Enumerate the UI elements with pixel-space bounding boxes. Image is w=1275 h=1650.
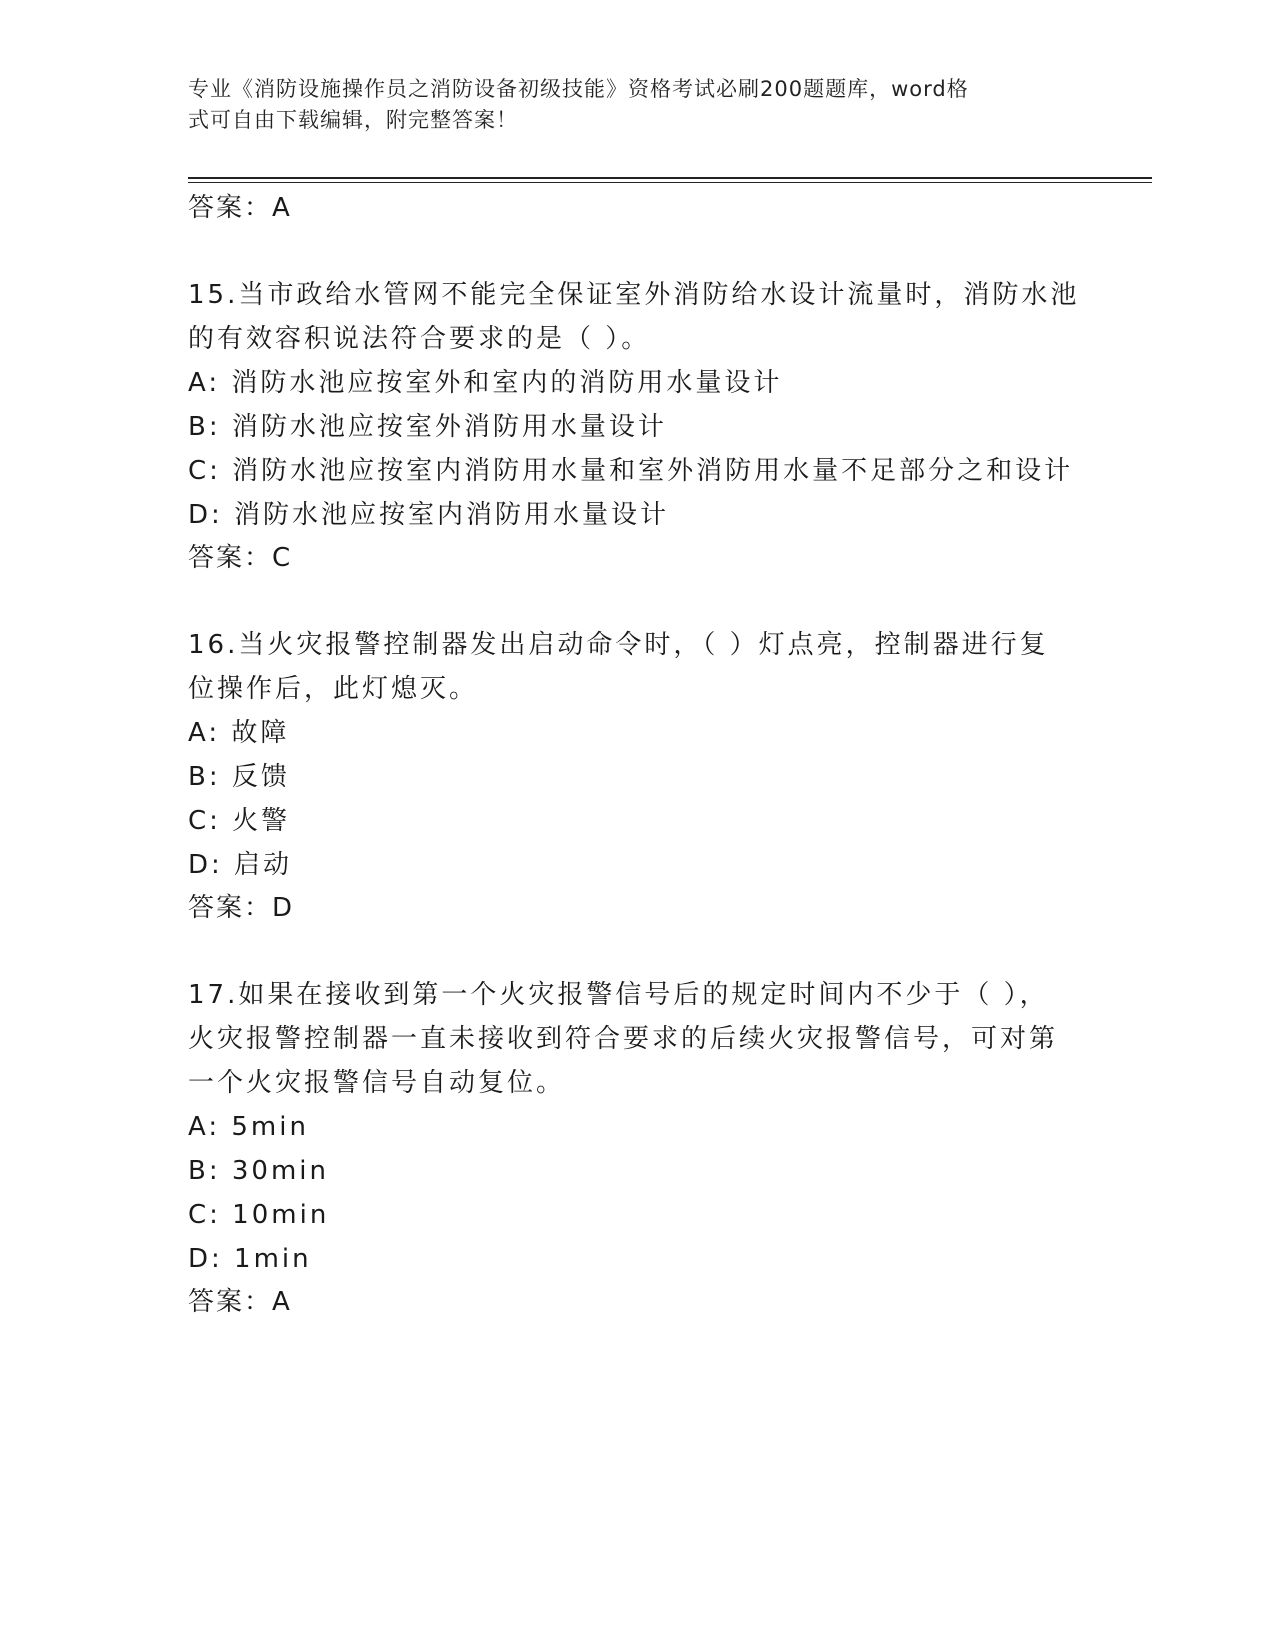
question-15-option-a: A: 消防水池应按室外和室内的消防用水量设计 [188, 368, 783, 398]
question-17-option-b: B: 30min [188, 1156, 329, 1186]
header-line-1: 专业《消防设施操作员之消防设备初级技能》资格考试必刷200题题库，word格 [188, 77, 969, 101]
question-17-answer: 答案：A [188, 1287, 292, 1317]
question-17-option-a: A: 5min [188, 1112, 309, 1142]
document-header [188, 74, 1068, 136]
question-15-text-line-1: 15.当市政给水管网不能完全保证室外消防给水设计流量时，消防水池 [188, 280, 1080, 310]
question-16-text-line-1: 16.当火灾报警控制器发出启动命令时，（ ）灯点亮，控制器进行复 [188, 630, 1049, 660]
question-17-text-line-2: 火灾报警控制器一直未接收到符合要求的后续火灾报警信号，可对第 [188, 1024, 1059, 1054]
question-17-text-line-3: 一个火灾报警信号自动复位。 [188, 1068, 566, 1098]
question-16-option-a: A: 故障 [188, 718, 290, 748]
header-line-2: 式可自由下载编辑，附完整答案！ [188, 108, 518, 132]
question-16-option-c: C: 火警 [188, 806, 291, 836]
question-17-text-line-1: 17.如果在接收到第一个火灾报警信号后的规定时间内不少于（ ）， [188, 980, 1049, 1010]
question-15-option-c: C: 消防水池应按室内消防用水量和室外消防用水量不足部分之和设计 [188, 456, 1074, 486]
question-16-option-b: B: 反馈 [188, 762, 290, 792]
question-16-answer: 答案：D [188, 893, 295, 923]
question-15-answer: 答案：C [188, 543, 293, 573]
question-15-option-d: D: 消防水池应按室内消防用水量设计 [188, 500, 670, 530]
question-15-option-b: B: 消防水池应按室外消防用水量设计 [188, 412, 667, 442]
previous-answer: 答案：A [188, 193, 292, 223]
question-17-option-c: C: 10min [188, 1200, 330, 1230]
question-16-text-line-2: 位操作后，此灯熄灭。 [188, 674, 479, 704]
header-divider-thick [188, 177, 1152, 179]
question-16-option-d: D: 启动 [188, 850, 293, 880]
question-17-option-d: D: 1min [188, 1244, 312, 1274]
header-divider-thin [188, 182, 1152, 183]
question-15-text-line-2: 的有效容积说法符合要求的是（ ）。 [188, 324, 651, 354]
